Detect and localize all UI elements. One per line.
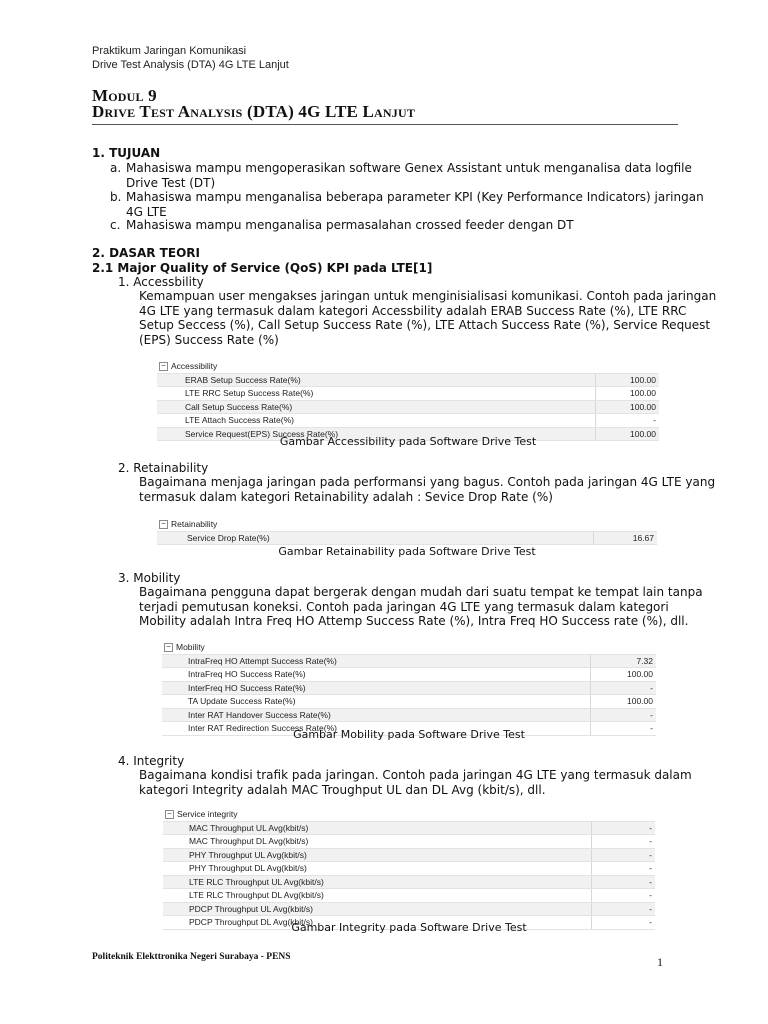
- figure-caption-accessibility: Gambar Accessibility pada Software Drive Test: [279, 435, 537, 448]
- section-body-mobility: [139, 585, 703, 629]
- module-title: Drive Test Analysis (DTA) 4G LTE Lanjut: [92, 102, 416, 121]
- kpi-value: -: [649, 876, 652, 887]
- module-number: Modul 9: [92, 86, 157, 105]
- section-title-mobility: 3. Mobility: [118, 571, 181, 585]
- kpi-value: -: [649, 822, 652, 833]
- kpi-label: TA Update Success Rate(%): [188, 696, 296, 706]
- kpi-label: MAC Throughput UL Avg(kbit/s): [189, 822, 309, 833]
- group-label: Service integrity: [177, 809, 238, 819]
- kpi-value: -: [649, 849, 652, 860]
- table-row: [157, 387, 659, 401]
- body-line: kategori Integrity adalah MAC Troughput UL dan DL Avg (kbit/s), dll.: [139, 782, 546, 797]
- kpi-label: ERAB Setup Success Rate(%): [185, 374, 301, 385]
- tujuan-item-a-line1: Mahasiswa mampu mengoperasikan software Genex Assistant untuk menganalisa data logfile: [126, 161, 692, 175]
- kpi-value: 100.00: [627, 669, 653, 679]
- kpi-label: IntraFreq HO Attempt Success Rate(%): [188, 655, 337, 666]
- tujuan-item-b-line1: Mahasiswa mampu menganalisa beberapa parameter KPI (Key Performance Indicators) jaringan: [126, 190, 704, 204]
- footer-institution: Politeknik Elekttronika Negeri Surabaya - PENS: [92, 952, 291, 962]
- table-row: [162, 668, 656, 682]
- kpi-label: LTE RLC Throughput UL Avg(kbit/s): [189, 876, 324, 887]
- section-body-accessibility: [139, 289, 717, 347]
- header-topic: Drive Test Analysis (DTA) 4G LTE Lanjut: [92, 59, 289, 71]
- table-group-row[interactable]: [157, 360, 659, 374]
- table-row: [162, 655, 656, 669]
- kpi-value: 100.00: [630, 388, 656, 398]
- kpi-value: -: [650, 709, 653, 720]
- kpi-label: Service Request(EPS) Success Rate(%): [185, 428, 339, 439]
- table-row: [157, 374, 659, 388]
- kpi-value: -: [649, 836, 652, 846]
- mobility-kpi-table: [162, 641, 656, 736]
- figure-caption-integrity: Gambar Integrity pada Software Drive Test: [291, 921, 527, 934]
- dasar-subheading: 2.1 Major Quality of Service (QoS) KPI pada LTE[1]: [92, 261, 433, 275]
- kpi-label: PHY Throughput UL Avg(kbit/s): [189, 849, 307, 860]
- table-row: [163, 835, 655, 849]
- table-row: [163, 849, 655, 863]
- collapse-icon[interactable]: −: [165, 810, 174, 819]
- kpi-value: -: [650, 723, 653, 733]
- table-row: [157, 401, 659, 415]
- body-line: Kemampuan user mengakses jaringan untuk menginisialisasi komunikasi. Contoh pada jaringan: [139, 289, 717, 303]
- table-row: [163, 876, 655, 890]
- kpi-label: Service Drop Rate(%): [187, 532, 270, 543]
- collapse-icon[interactable]: −: [164, 643, 173, 652]
- kpi-label: LTE RRC Setup Success Rate(%): [185, 388, 314, 398]
- kpi-value: -: [649, 890, 652, 900]
- group-label: Accessibility: [171, 361, 218, 371]
- table-group-row[interactable]: [157, 518, 657, 532]
- body-line: (EPS) Success Rate (%): [139, 332, 279, 347]
- table-row: [162, 709, 656, 723]
- tujuan-item-b-line2: 4G LTE: [126, 204, 167, 219]
- collapse-icon[interactable]: −: [159, 520, 168, 529]
- table-group-row[interactable]: [163, 808, 655, 822]
- kpi-value: -: [653, 415, 656, 425]
- retainability-kpi-table: [157, 518, 657, 545]
- tujuan-marker-b: b.: [110, 190, 122, 204]
- table-row: [163, 862, 655, 876]
- kpi-label: PDCP Throughput DL Avg(kbit/s): [189, 917, 313, 927]
- tujuan-item-a: [126, 161, 692, 190]
- integrity-kpi-table: [163, 808, 655, 930]
- table-row: [157, 532, 657, 546]
- tujuan-marker-a: a.: [110, 161, 122, 175]
- dasar-heading: 2. DASAR TEORI: [92, 246, 200, 260]
- page-number: 1: [657, 955, 663, 969]
- kpi-label: PDCP Throughput UL Avg(kbit/s): [189, 903, 313, 914]
- body-line: Bagaimana kondisi trafik pada jaringan. Contoh pada jaringan 4G LTE yang termasuk dalam: [139, 768, 692, 782]
- kpi-label: Inter RAT Redirection Success Rate(%): [188, 723, 337, 733]
- section-body-integrity: [139, 768, 692, 797]
- kpi-value: 100.00: [630, 401, 656, 412]
- body-line: Bagaimana menjaga jaringan pada performansi yang bagus. Contoh pada jaringan 4G LTE yang: [139, 475, 716, 489]
- body-line: 4G LTE yang termasuk dalam kategori Accessbility adalah ERAB Success Rate (%), LTE RRC: [139, 303, 687, 318]
- body-line: terjadi pemutusan koneksi. Contoh pada jaringan 4G LTE yang termasuk dalam kategori: [139, 599, 669, 614]
- table-row: [157, 414, 659, 428]
- header-course: Praktikum Jaringan Komunikasi: [92, 45, 247, 57]
- kpi-value: 16.67: [632, 532, 654, 543]
- collapse-icon[interactable]: −: [159, 362, 168, 371]
- group-label: Mobility: [176, 642, 205, 652]
- section-title-integrity: 4. Integrity: [118, 754, 185, 768]
- table-row: [162, 682, 656, 696]
- tujuan-heading: 1. TUJUAN: [92, 146, 161, 160]
- figure-caption-retainability: Gambar Retainability pada Software Drive Test: [278, 545, 536, 558]
- kpi-label: LTE Attach Success Rate(%): [185, 415, 294, 425]
- kpi-value: 100.00: [630, 428, 656, 439]
- body-line: Mobility adalah Intra Freq HO Attemp Success Rate (%), Intra Freq HO Success rate (%), dll.: [139, 614, 689, 628]
- title-divider: [92, 124, 678, 125]
- kpi-label: Call Setup Success Rate(%): [185, 401, 293, 412]
- body-line: Setup Seccess (%), Call Setup Success Rate (%), LTE Attach Success Rate (%), Service Request: [139, 318, 711, 332]
- kpi-label: LTE RLC Throughput DL Avg(kbit/s): [189, 890, 324, 900]
- tujuan-item-a-line2: Drive Test (DT): [126, 175, 216, 190]
- accessibility-kpi-table: [157, 360, 659, 441]
- kpi-value: -: [650, 682, 653, 693]
- table-row: [163, 822, 655, 836]
- section-title-accessibility: 1. Accessbility: [118, 275, 204, 289]
- kpi-label: InterFreq HO Success Rate(%): [188, 682, 306, 693]
- tujuan-item-c: Mahasiswa mampu menganalisa permasalahan crossed feeder dengan DT: [126, 218, 574, 232]
- tujuan-item-b: [126, 190, 704, 219]
- kpi-value: 100.00: [627, 696, 653, 706]
- kpi-value: -: [649, 917, 652, 927]
- kpi-value: -: [649, 863, 652, 873]
- kpi-label: MAC Throughput DL Avg(kbit/s): [189, 836, 309, 846]
- table-row: [162, 695, 656, 709]
- body-line: termasuk dalam kategori Retainability adalah : Sevice Drop Rate (%): [139, 489, 553, 504]
- figure-caption-mobility: Gambar Mobility pada Software Drive Test: [293, 728, 525, 741]
- section-body-retainability: [139, 475, 716, 504]
- kpi-value: 100.00: [630, 374, 656, 385]
- tujuan-marker-c: c.: [110, 218, 121, 232]
- kpi-label: IntraFreq HO Success Rate(%): [188, 669, 306, 679]
- kpi-value: -: [649, 903, 652, 914]
- group-label: Retainability: [171, 519, 218, 529]
- body-line: Bagaimana pengguna dapat bergerak dengan mudah dari suatu tempat ke tempat lain tanpa: [139, 585, 703, 599]
- kpi-value: 7.32: [636, 655, 653, 666]
- table-group-row[interactable]: [162, 641, 656, 655]
- kpi-label: Inter RAT Handover Success Rate(%): [188, 709, 331, 720]
- table-row: [163, 903, 655, 917]
- table-row: [163, 889, 655, 903]
- kpi-label: PHY Throughput DL Avg(kbit/s): [189, 863, 307, 873]
- section-title-retainability: 2. Retainability: [118, 461, 209, 475]
